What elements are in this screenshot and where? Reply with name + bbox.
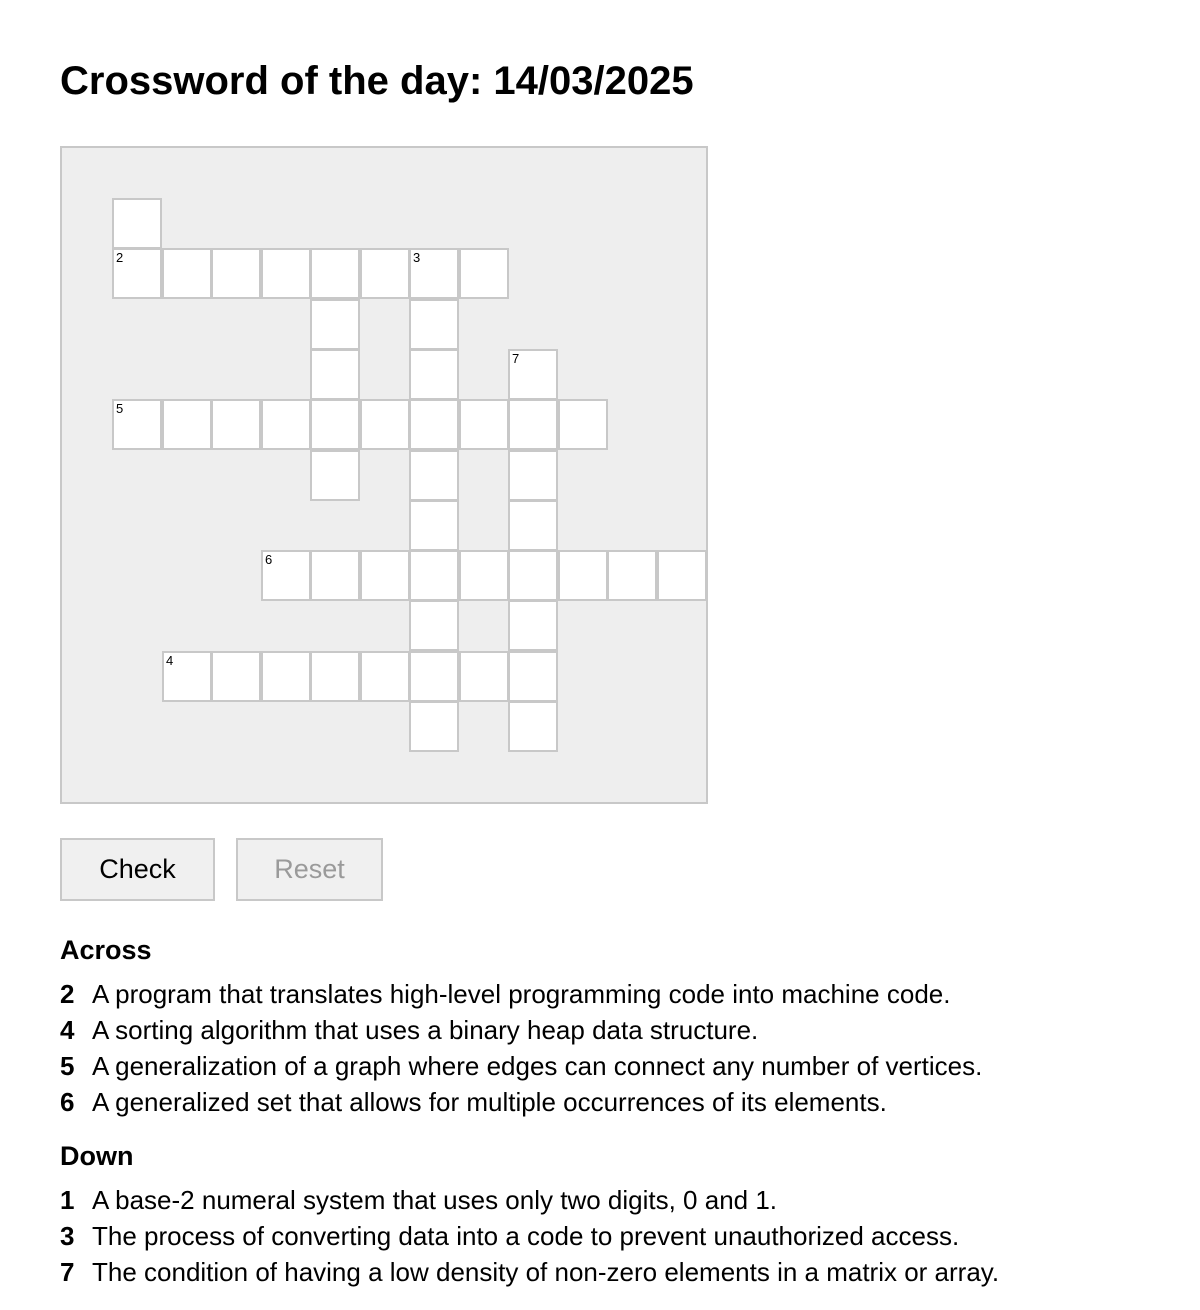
grid-cell[interactable] <box>508 600 558 651</box>
clue-text: A program that translates high-level programming code into machine code. <box>92 979 951 1009</box>
cell-number: 6 <box>265 552 273 567</box>
clue-text: A base-2 numeral system that uses only two digits, 0 and 1. <box>92 1185 778 1215</box>
grid-cell[interactable] <box>657 550 707 601</box>
grid-cell[interactable] <box>459 651 509 702</box>
grid-cell[interactable] <box>558 399 608 450</box>
clue-number: 3 <box>60 1221 75 1251</box>
grid-cell[interactable] <box>310 651 360 702</box>
grid-cell[interactable] <box>459 399 509 450</box>
grid-cell[interactable] <box>211 651 261 702</box>
grid-cell[interactable] <box>261 399 311 450</box>
clue-text: A sorting algorithm that uses a binary heap data structure. <box>92 1015 759 1045</box>
grid-cell[interactable] <box>409 299 459 350</box>
grid-cell[interactable] <box>508 450 558 501</box>
page-title: Crossword of the day: 14/03/2025 <box>60 59 694 103</box>
cell-number: 5 <box>116 401 124 416</box>
grid-cell[interactable] <box>112 248 162 299</box>
check-button[interactable]: Check <box>60 838 215 901</box>
clue-text: A generalization of a graph where edges can connect any number of vertices. <box>92 1051 983 1081</box>
grid-cell[interactable] <box>261 550 311 601</box>
cell-number: 7 <box>512 351 520 366</box>
clue-number: 5 <box>60 1051 75 1081</box>
grid-cell[interactable] <box>360 248 410 299</box>
clue-item <box>60 1218 999 1254</box>
grid-cell[interactable] <box>409 399 459 450</box>
cell-number: 3 <box>413 250 421 265</box>
grid-cell[interactable] <box>409 500 459 551</box>
grid-cell[interactable] <box>409 600 459 651</box>
grid-cell[interactable] <box>261 651 311 702</box>
reset-button[interactable]: Reset <box>236 838 383 901</box>
clue-item <box>60 1182 999 1218</box>
grid-cell[interactable] <box>310 248 360 299</box>
grid-cell[interactable] <box>162 248 212 299</box>
grid-cell[interactable] <box>310 550 360 601</box>
grid-cell[interactable] <box>508 550 558 601</box>
clue-item <box>60 1012 982 1048</box>
across-clues <box>60 934 982 1120</box>
grid-cell[interactable] <box>409 248 459 299</box>
grid-cell[interactable] <box>310 299 360 350</box>
crossword-grid <box>60 146 708 804</box>
cell-number: 4 <box>166 653 174 668</box>
grid-cell[interactable] <box>162 399 212 450</box>
clue-item <box>60 976 982 1012</box>
clue-number: 6 <box>60 1087 75 1117</box>
grid-cell[interactable] <box>459 248 509 299</box>
across-heading: Across <box>60 935 152 965</box>
clue-number: 1 <box>60 1185 75 1215</box>
clue-text: The process of converting data into a code to prevent unauthorized access. <box>92 1221 960 1251</box>
clue-item <box>60 1254 999 1290</box>
grid-cell[interactable] <box>409 349 459 400</box>
grid-cell[interactable] <box>211 248 261 299</box>
grid-cell[interactable] <box>112 399 162 450</box>
grid-cell[interactable] <box>508 651 558 702</box>
grid-cell[interactable] <box>508 349 558 400</box>
grid-cell[interactable] <box>162 651 212 702</box>
grid-cell[interactable] <box>558 550 608 601</box>
down-clues <box>60 1140 999 1290</box>
across-clue-list <box>60 976 982 1120</box>
grid-cell[interactable] <box>360 550 410 601</box>
down-heading: Down <box>60 1141 134 1171</box>
clue-item <box>60 1084 982 1120</box>
grid-cell[interactable] <box>310 450 360 501</box>
grid-cell[interactable] <box>409 651 459 702</box>
grid-cell[interactable] <box>261 248 311 299</box>
clue-text: A generalized set that allows for multiple occurrences of its elements. <box>92 1087 887 1117</box>
grid-cell[interactable] <box>112 198 162 249</box>
clue-number: 7 <box>60 1257 75 1287</box>
grid-cell[interactable] <box>508 701 558 752</box>
grid-cell[interactable] <box>607 550 657 601</box>
clue-text: The condition of having a low density of non-zero elements in a matrix or array. <box>92 1257 1000 1287</box>
grid-cell[interactable] <box>360 399 410 450</box>
down-clue-list <box>60 1182 999 1290</box>
grid-cell[interactable] <box>310 349 360 400</box>
grid-cell[interactable] <box>459 550 509 601</box>
grid-cell[interactable] <box>310 399 360 450</box>
grid-cell[interactable] <box>409 450 459 501</box>
clue-item <box>60 1048 982 1084</box>
grid-cell[interactable] <box>360 651 410 702</box>
grid-cell[interactable] <box>211 399 261 450</box>
grid-cell[interactable] <box>508 399 558 450</box>
grid-cell[interactable] <box>409 701 459 752</box>
grid-cell[interactable] <box>508 500 558 551</box>
grid-cell[interactable] <box>409 550 459 601</box>
cell-number: 2 <box>116 250 124 265</box>
clue-number: 2 <box>60 979 75 1009</box>
clue-number: 4 <box>60 1015 75 1045</box>
